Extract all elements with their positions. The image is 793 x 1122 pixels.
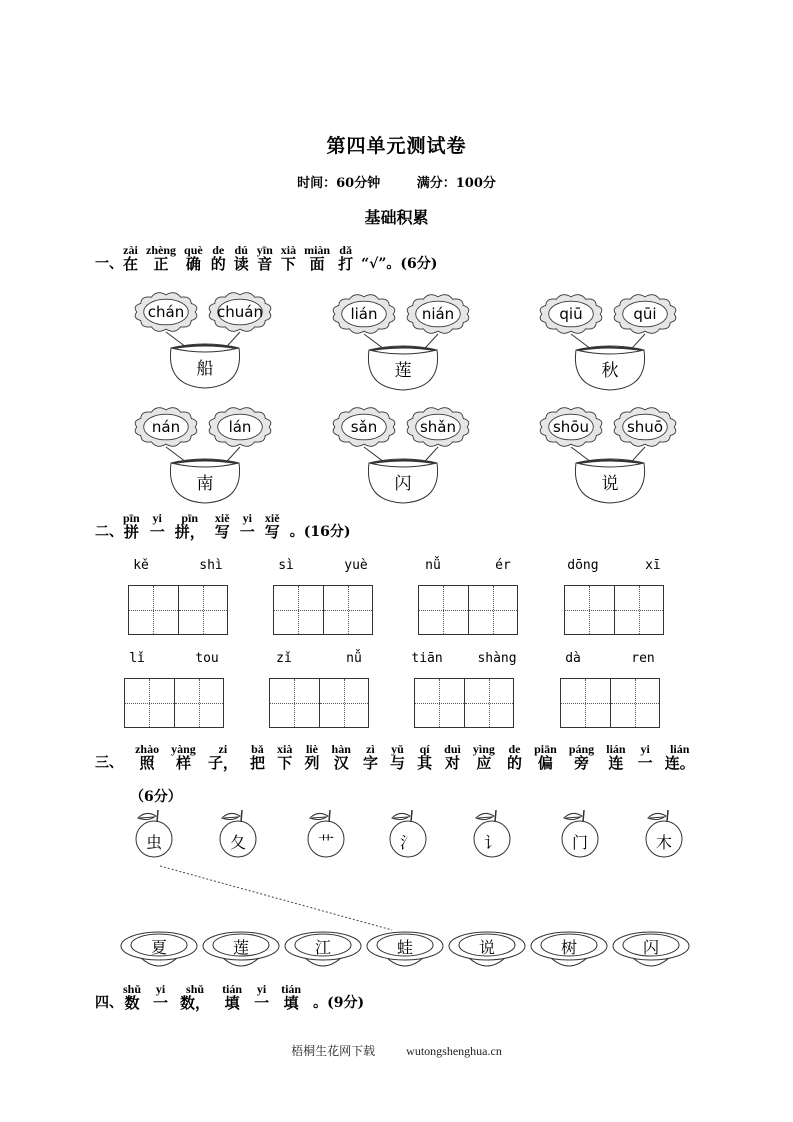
- hanzi: 下: [277, 754, 293, 772]
- radical: 艹: [317, 833, 334, 852]
- hanzi: 偏: [537, 754, 553, 772]
- pinyin: yuè: [344, 558, 368, 573]
- radical: 讠: [483, 833, 500, 852]
- hanzi: 下: [280, 255, 296, 273]
- full-score: 满分：100分: [416, 176, 496, 191]
- character-plate[interactable]: [447, 930, 527, 974]
- pinyin-option-text: lán: [228, 418, 252, 436]
- pinyin: zi: [218, 742, 228, 756]
- pinyin: tián: [281, 982, 302, 996]
- hanzi: 写: [264, 523, 280, 541]
- pinyin: liè: [305, 742, 318, 756]
- hanzi: 应: [476, 754, 492, 772]
- question-3-score: （6分）: [130, 789, 182, 805]
- character: 蛙: [396, 938, 413, 957]
- pinyin-option-text: qūi: [633, 305, 657, 323]
- radical: 虫: [145, 833, 162, 852]
- character-plate[interactable]: [119, 930, 199, 974]
- character: 夏: [150, 938, 167, 957]
- pinyin-word: [222, 983, 242, 1012]
- pinyin: bǎ: [251, 742, 264, 756]
- hanzi: 照: [139, 754, 155, 772]
- character: 秋: [601, 361, 619, 381]
- hanzi: 打: [338, 255, 354, 273]
- hanzi: 其: [417, 754, 433, 772]
- hanzi: 确: [185, 255, 201, 273]
- pinyin: pīn: [181, 511, 199, 525]
- pinyin: miàn: [304, 243, 331, 257]
- character: 南: [196, 474, 214, 494]
- pinyin: yi: [242, 511, 252, 525]
- pinyin: shì: [199, 558, 223, 573]
- hanzi: 对: [445, 754, 461, 772]
- pinyin: dú: [234, 243, 248, 257]
- pinyin: yīn: [256, 243, 273, 257]
- pinyin-option-text: qiū: [559, 305, 583, 323]
- footer: [0, 1042, 793, 1059]
- hanzi: 拼: [123, 523, 139, 541]
- character-plate[interactable]: [283, 930, 363, 974]
- hanzi: 填: [283, 994, 299, 1012]
- question-tail: 。(9分): [313, 995, 365, 1011]
- hanzi: 与: [390, 754, 406, 772]
- character: 莲: [394, 361, 412, 381]
- pinyin: yǔ: [391, 742, 404, 756]
- pinyin: xiě: [214, 511, 230, 525]
- hanzi: 一: [153, 994, 169, 1012]
- pinyin: dà: [565, 651, 581, 666]
- character: 闪: [642, 938, 659, 957]
- pinyin-option-text: lián: [350, 305, 378, 323]
- pinyin: zài: [123, 243, 138, 257]
- hanzi: 字: [362, 754, 378, 772]
- question-number: 一、: [95, 256, 123, 272]
- pinyin: dǎ: [339, 243, 352, 257]
- pinyin-option-text: nián: [421, 305, 455, 323]
- pinyin: yìng: [472, 742, 495, 756]
- pinyin: xī: [645, 558, 661, 573]
- footer-site-url[interactable]: wutongshenghua.cn: [406, 1044, 502, 1058]
- hanzi: 的: [507, 754, 523, 772]
- pinyin: piān: [534, 742, 557, 756]
- pinyin: yàng: [171, 742, 196, 756]
- pinyin: tián: [222, 982, 243, 996]
- character: 树: [560, 938, 577, 957]
- question-number: 二、: [95, 524, 123, 540]
- pinyin: zhèng: [146, 243, 177, 257]
- hanzi: 填: [224, 994, 240, 1012]
- pinyin-word: [281, 983, 301, 1012]
- pinyin: zǐ: [276, 651, 292, 666]
- section-title: 基础积累: [364, 208, 429, 227]
- pinyin: yi: [640, 742, 650, 756]
- pinyin: dōng: [567, 558, 599, 573]
- page-title: 第四单元测试卷: [326, 135, 467, 157]
- pinyin-word: [153, 983, 168, 1012]
- character: 莲: [232, 938, 249, 957]
- footer-site-name: 梧桐生花网下载: [291, 1044, 376, 1058]
- pinyin: de: [212, 243, 225, 257]
- pinyin: de: [508, 742, 521, 756]
- pinyin-option-text: sǎn: [350, 418, 378, 436]
- pinyin: lǐ: [129, 651, 145, 666]
- character: 说: [601, 474, 619, 494]
- hanzi: 正: [153, 255, 169, 273]
- hanzi: 连。: [664, 754, 695, 772]
- question-tail: 。(16分): [289, 524, 351, 540]
- character: 江: [314, 938, 331, 957]
- hanzi: 数，: [180, 994, 211, 1012]
- pinyin: hàn: [331, 742, 351, 756]
- question-4-heading: [95, 983, 364, 1012]
- hanzi: 子，: [207, 754, 238, 772]
- time-limit: 时间：60分钟: [297, 176, 381, 191]
- radical: 门: [571, 833, 588, 852]
- pinyin: lián: [670, 742, 690, 756]
- pinyin: yi: [155, 982, 166, 996]
- pinyin: shǔ: [186, 982, 205, 996]
- pinyin-option-text: nán: [151, 418, 181, 436]
- character-plate[interactable]: [529, 930, 609, 974]
- pinyin: sì: [278, 558, 294, 573]
- pinyin-option-text: shōu: [552, 418, 589, 436]
- pinyin-option-text: chán: [147, 303, 185, 321]
- pinyin: xiě: [264, 511, 280, 525]
- pinyin-option-text: shǎn: [419, 418, 457, 436]
- pinyin: xià: [277, 742, 293, 756]
- hanzi: 把: [249, 754, 265, 772]
- hanzi: 音: [257, 255, 273, 273]
- pinyin: ér: [495, 558, 511, 573]
- pinyin: yi: [152, 511, 162, 525]
- pinyin: nǚ: [425, 558, 441, 573]
- pinyin: kě: [133, 558, 149, 573]
- hanzi: 一: [149, 523, 165, 541]
- hanzi: 汉: [333, 754, 349, 772]
- pinyin: duì: [444, 742, 461, 756]
- question-number: 三、: [95, 755, 123, 771]
- pinyin: què: [184, 243, 203, 257]
- pinyin: shàng: [477, 651, 517, 666]
- hanzi: 在: [123, 255, 139, 273]
- hanzi: 的: [210, 255, 226, 273]
- hanzi: 读: [233, 255, 249, 273]
- character-plate[interactable]: [365, 930, 445, 974]
- pinyin: zhào: [135, 742, 160, 756]
- question-tail: “√”。(6分): [361, 256, 438, 272]
- radical: 夂: [229, 833, 246, 852]
- hanzi: 一: [239, 523, 255, 541]
- pinyin-option-text: shuō: [626, 418, 663, 436]
- pinyin: ren: [631, 651, 655, 666]
- pinyin-word: [254, 983, 269, 1012]
- pinyin: yi: [256, 982, 267, 996]
- pinyin: shǔ: [123, 982, 142, 996]
- pinyin: tou: [195, 651, 219, 666]
- hanzi: 一: [254, 994, 270, 1012]
- hanzi: 写: [214, 523, 230, 541]
- pinyin: lián: [606, 742, 626, 756]
- hanzi: 连: [608, 754, 624, 772]
- hanzi: 一: [637, 754, 653, 772]
- hanzi: 旁: [574, 754, 590, 772]
- hanzi: 拼，: [174, 523, 205, 541]
- pinyin: páng: [568, 742, 595, 756]
- pinyin: zì: [366, 742, 375, 756]
- pinyin: pīn: [123, 511, 140, 525]
- pinyin: tiān: [411, 651, 443, 666]
- pinyin-word: [123, 983, 141, 1012]
- character: 说: [478, 938, 495, 957]
- question-number: 四、: [95, 995, 123, 1011]
- character-plate[interactable]: [611, 930, 691, 974]
- radical: 木: [655, 833, 672, 852]
- hanzi: 列: [304, 754, 320, 772]
- radical: 氵: [399, 833, 416, 852]
- hanzi: 样: [175, 754, 191, 772]
- hanzi: 数: [124, 994, 140, 1012]
- character: 船: [196, 359, 214, 379]
- pinyin: xià: [280, 243, 297, 257]
- pinyin: qí: [419, 742, 430, 756]
- pinyin-word: [180, 983, 210, 1012]
- character-plate[interactable]: [201, 930, 281, 974]
- pinyin: nǚ: [346, 651, 362, 666]
- hanzi: 面: [309, 255, 325, 273]
- pinyin-option-text: chuán: [217, 303, 263, 321]
- character: 闪: [394, 474, 412, 494]
